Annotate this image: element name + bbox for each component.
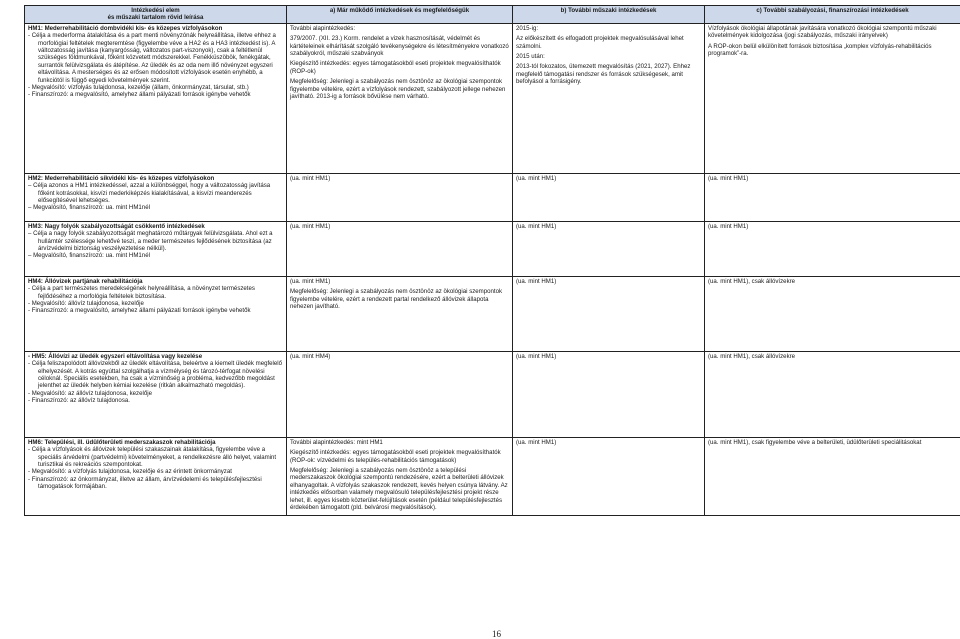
measure-line: - Célja a vízfolyások és állóvizek települési szakaszainak átalakítása, figyelembe véve a speciális árvédelmi (partvédelmi) követelményeket, a rendelkezésre álló helyet, valamint turisztikai és rekreációs szempontokat. [28,446,283,468]
measure-title: HM4: Állóvizek partjának rehabilitációja [28,278,283,285]
cell-text: (ua. mint HM1) [708,175,748,182]
measure-title: HM1: Mederrehabilitáció dombvidéki kis- és közepes vízfolyásokon [28,25,283,32]
cell-line: Megfelelőség: Jelenlegi a szabályozás nem ösztönöz az ökológiai szempontok figyelembe vételére, ezért a vízfolyások rendezett, szabályozott jellege nehezen javítható. 2013-ig a források bővülése nem várható. [290,78,509,100]
page-number: 16 [492,629,501,639]
cell-line: További alapintézkedés: [290,25,509,32]
column-a-cell [287,437,513,516]
column-b-cell [513,276,705,351]
table-header-row [25,6,960,24]
measure-line: - Megvalósító: az állóvíz tulajdonosa, kezelője [28,390,283,397]
cell-line: Kiegészítő intézkedés: egyes támogatásokból eseti projektek megvalósíthatók (ROP-ok) [290,60,509,75]
measure-cell [25,173,287,221]
cell-line: 2013-tól fokozatos, ütemezett megvalósítás (2021, 2027). Ehhez megfelelő támogatási rendszer és források szükségesek, amit befolyásol a forrásigény. [516,63,701,85]
measure-cell [25,23,287,173]
header-col-a: a) Már működő intézkedések és megfelelőségük [287,6,513,24]
cell-line: További alapintézkedés: mint HM1 [290,439,509,446]
measure-cell [25,276,287,351]
measure-line: - Célja a mederforma átalakítása és a part menti növényzónák helyreállítása, illetve ehhez a morfológiai feltételek megteremtése (figyelembe véve a HA2 és a HA3 intézkedést is). A változatosság javítása (kanyargósság, változatos part-viszonyok), csak a feltétlenül szükséges földmunkával, főként közvetett módszerekkel. Fenékküszöbök, fenékgátak, surrantók felülvizsgálata és átépítése. Az üledék és az oda nem illő növényzet egyszeri eltávolítása. A mesterséges és az erősen módosított vízfolyások esetén enyhébb, a funkciótól is függő egyedi követelmények szerint. [28,32,283,84]
column-c-cell [705,23,960,173]
header-col-b: b) További műszaki intézkedések [513,6,705,24]
cell-text: (ua. mint HM1) [516,223,556,230]
table-row [25,23,960,173]
measures-table [24,5,960,516]
column-a-cell [287,23,513,173]
cell-text: (ua. mint HM1) [516,353,556,360]
cell-text: (ua. mint HM4) [290,353,330,360]
measure-title: HM6: Települési, ill. üdülőterületi mederszakaszok rehabilitációja [28,439,283,446]
table-row [25,173,960,221]
measure-line: - Megvalósító: a vízfolyás tulajdonosa, kezelője és az érintett önkormányzat [28,468,283,475]
measure-line: – Megvalósító, finanszírozó: ua. mint HM1nél [28,204,283,211]
cell-line: 2015 után: [516,53,701,60]
column-c-cell [705,351,960,437]
measure-line: - Célja feliszapolódott állóvizekből az üledék eltávolítása, beleértve a kiemelt üledék megfelelő elhelyezését. A kotrás egyúttal szolgálhatja a vízmélység és tározó-térfogat növelési céloknál. Speciális esetekben, ha csak a vízminőség a probléma, kedvezőbb megoldást jelenthet az üledék helyben kémiai kezelése (ritkán alkalmazható megoldás). [28,360,283,390]
table-row [25,351,960,437]
cell-text: (ua. mint HM1), csak állóvízekre [708,353,795,360]
measure-title: HM3: Nagy folyók szabályozottságát csökkentő intézkedések [28,223,283,230]
cell-text: (ua. mint HM1) [708,223,748,230]
cell-text: (ua. mint HM1) [516,439,556,446]
measure-line: – Célja azonos a HM1 intézkedéssel, azzal a különbséggel, hogy a változatosság javítása főként kotrásokkal, kisvízi mederkiképzés kialakításával, a kisvízi meanderezés elősegítésével lehetséges. [28,182,283,204]
column-c-cell [705,173,960,221]
measure-line: - Finanszírozó: a megvalósító, amelyhez állami pályázati források igénybe vehetők [28,307,283,314]
column-a-cell [287,221,513,276]
column-c-cell [705,276,960,351]
column-b-cell [513,23,705,173]
measure-title: HM2: Mederrehabilitáció síkvidéki kis- és közepes vízfolyásokon [28,175,283,182]
cell-text: (ua. mint HM1), csak állóvízekre [708,278,795,285]
measure-line: – Megvalósító, finanszírozó: ua. mint HM1nél [28,252,283,259]
cell-line: Megfelelőség: Jelenlegi a szabályozás nem ösztönöz a települési mederszakaszok ökológiai szempontú rendezésére, ezért a belterületi állóvizek elhanyagoltak. A vízfolyás szakaszok rendezett, kevés helyen csúnya látvány. Az intézkedés elősorban valamely megvalósuló településfejlesztési projekt része lehet, ill. egyes kisebb közterület-felújítások esetén (például településfejlesztés érdekében támogatott (pld. belvárosi megvalósítások). [290,467,509,511]
measure-line: – Célja a nagy folyók szabályozottságát meghatározó műtárgyak felülvizsgálata. Ahol ezt a hullámtér szélessége lehetővé teszi, a meder természetes fejlődésének biztosítása (az árvízvédelmi biztonság veszélyeztetése nélkül). [28,230,283,252]
measure-cell [25,437,287,516]
measure-line: - Célja a part természetes meredekségének helyreállítása, a növényzet természetes fejlődéséhez a morfológia feltételek biztosítása. [28,285,283,300]
measure-cell [25,221,287,276]
cell-line: (ua. mint HM1) [290,278,509,285]
cell-text: (ua. mint HM1) [516,175,556,182]
table-row [25,437,960,516]
cell-line: 379/2007. (XII. 23.) Korm. rendelet a vizek hasznosítását, védelmét és kártételeinek elhárítását szolgáló tevékenységekre és létesítményekre vonatkozó szabályokról, műszaki szabványok [290,35,509,57]
cell-text: (ua. mint HM1) [290,223,330,230]
column-a-cell [287,351,513,437]
header-col-c: c) További szabályozási, finanszírozási intézkedések [705,6,960,24]
measure-line: - Finanszírozó: az önkormányzat, illetve az állam, árvízvédelemi és településfejlesztési támogatások formájában. [28,476,283,491]
cell-line: Vízfolyások ökológiai állapotának javítására vonatkozó ökológiai szempontú műszaki követelmények kidolgozása (jogi szabályozás, műszaki irányelvek) [708,25,957,40]
table-row [25,276,960,351]
measure-line: - Finanszírozó: az állóvíz tulajdonosa. [28,397,283,404]
cell-line: A ROP-okon belül elkülönített források biztosítása „komplex vízfolyás-rehabilitációs programok”-ra. [708,43,957,58]
column-b-cell [513,173,705,221]
cell-line: Kiegészítő intézkedés: egyes támogatásokból eseti projektek megvalósíthatók (ROP-ok: vízvédelmi és település-rehabilitációs támogatások) [290,449,509,464]
header-col-elem: Intézkedési elem és műszaki tartalom rövid leírása [25,6,287,24]
column-c-cell [705,221,960,276]
cell-line: 2015-ig: [516,25,701,32]
measure-cell [25,351,287,437]
measure-line: - Megvalósító: állóvíz tulajdonosa, kezelője [28,300,283,307]
cell-text: (ua. mint HM1) [516,278,556,285]
cell-line: Az előkészített és elfogadott projektek megvalósulásával lehet számolni. [516,35,701,50]
measure-line: - Megvalósító: vízfolyás tulajdonosa, kezelője (állam, önkormányzat, társulat, stb.) [28,84,283,91]
table-row [25,221,960,276]
column-a-cell [287,173,513,221]
cell-line: Megfelelőség: Jelenlegi a szabályozás nem ösztönöz az ökológiai szempontok figyelembe vételére, ezért a rendezett partal rendelkező állóvizek állapota nehezen javítható. [290,288,509,310]
column-c-cell [705,437,960,516]
cell-text: (ua. mint HM1) [290,175,330,182]
column-b-cell [513,351,705,437]
column-b-cell [513,221,705,276]
column-a-cell [287,276,513,351]
column-b-cell [513,437,705,516]
measure-line: - Finanszírozó: a megvalósító, amelyhez állami pályázati források igénybe vehetők [28,91,283,98]
measure-title: - HM5: Állóvízi az üledék egyszeri eltávolítása vagy kezelése [28,353,283,360]
cell-text: (ua. mint HM1), csak figyelembe véve a belterületi, üdülőterületi speciálitásokat [708,439,921,446]
